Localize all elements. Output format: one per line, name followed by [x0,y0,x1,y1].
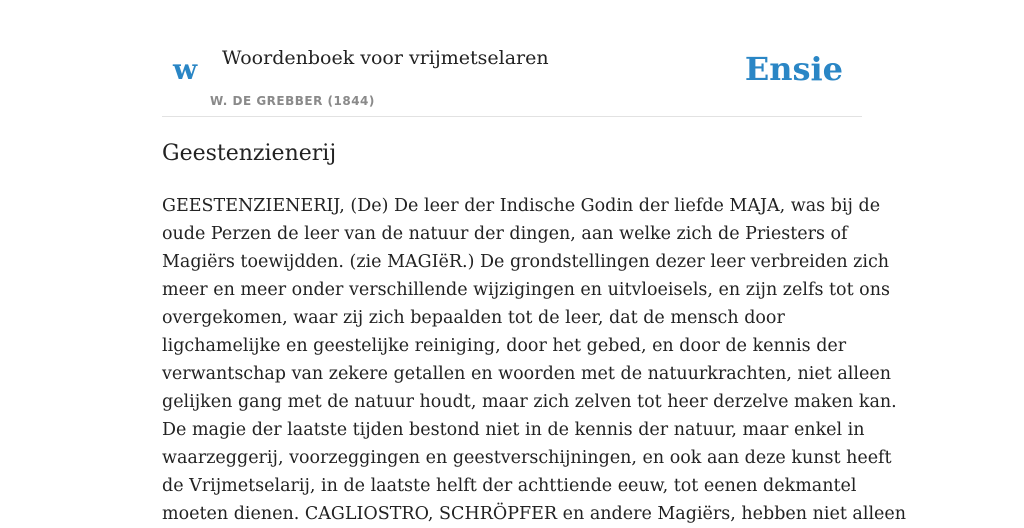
entry-text-line: De magie der laatste tijden bestond niet in de kennis der natuur, maar enkel in [162,420,865,440]
entry-text-line: de Vrijmetselarij, in de laatste helft der achttiende eeuw, tot eenen dekmantel [162,476,857,496]
entry-text-line: moeten dienen. CAGLIOSTRO, SCHRÖPFER en andere Magiërs, hebben niet alleen [162,504,907,524]
woordenboek-logo[interactable]: w [173,53,198,86]
book-author: W. DE GREBBER (1844) [210,94,375,108]
book-title[interactable]: Woordenboek voor vrijmetselaren [222,47,549,69]
entry-body [162,192,907,528]
entry-text-line: verwantschap van zekere getallen en woorden met de natuurkrachten, niet alleen [162,364,891,384]
ensie-logo-link[interactable]: Ensie [744,50,843,88]
entry-text-line: overgekomen, waar zij zich bepaalden tot de leer, dat de mensch door [162,308,785,328]
entry-text-line: gelijken gang met de natuur houdt, maar zich zelven tot heer derzelve maken kan. [162,392,897,412]
entry-text-line: meer en meer onder verschillende wijzigingen en uitvloeisels, en zijn zelfs tot ons [162,280,890,300]
entry-text-line: Magiërs toewijdden. (zie MAGIëR.) De grondstellingen dezer leer verbreiden zich [162,252,890,272]
entry-text-line: waarzeggerij, voorzeggingen en geestverschijningen, en ook aan deze kunst heeft [162,448,892,468]
entry-text-line: oude Perzen de leer van de natuur der dingen, aan welke zich de Priesters of [162,224,848,244]
entry-text-line: GEESTENZIENERIJ, (De) De leer der Indische Godin der liefde MAJA, was bij de [162,196,881,216]
entry-title: Geestenzienerij [162,141,337,166]
entry-text-line: ligchamelijke en geestelijke reiniging, door het gebed, en door de kennis der [162,336,847,356]
header [162,0,862,117]
